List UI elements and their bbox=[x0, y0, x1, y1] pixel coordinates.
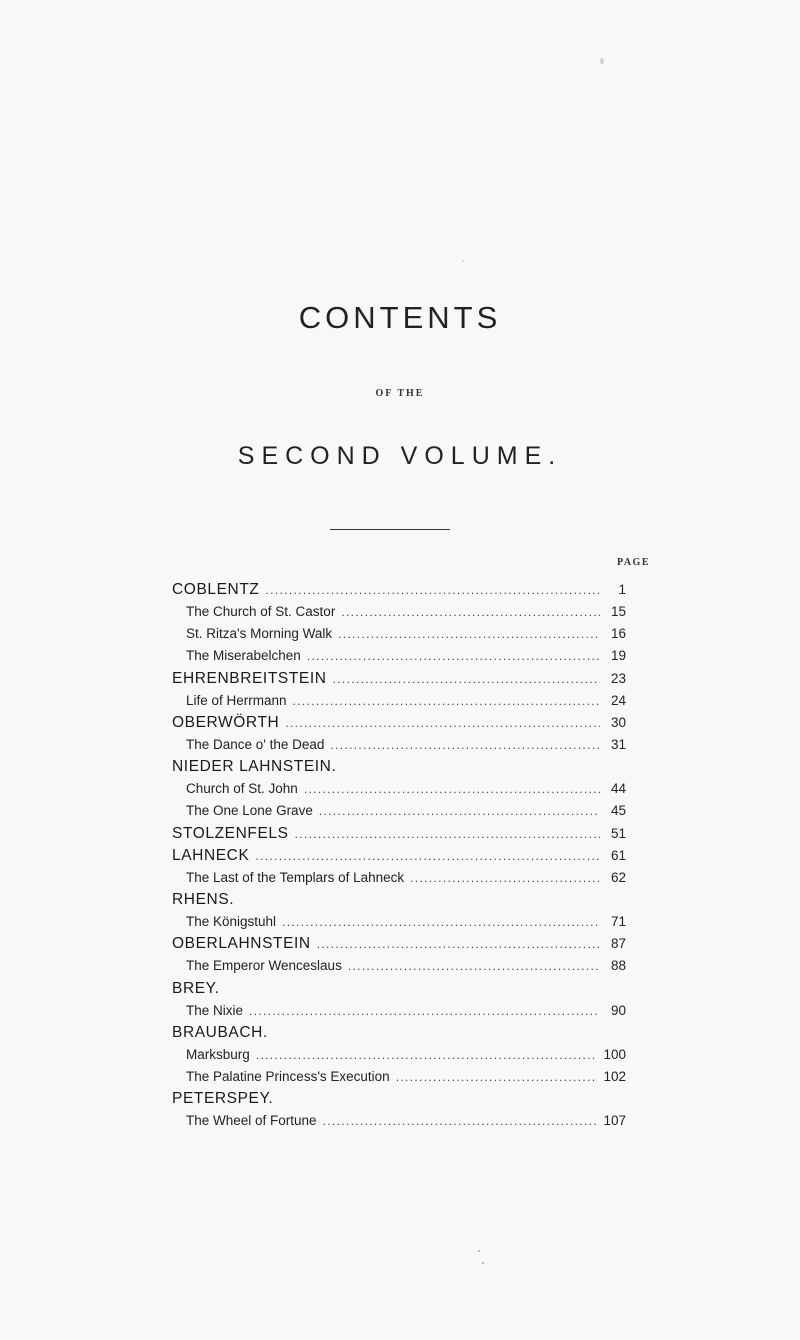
toc-entry-label: NIEDER LAHNSTEIN. bbox=[172, 758, 337, 776]
toc-entry-label: The Palatine Princess's Execution bbox=[186, 1069, 390, 1085]
toc-section-entry bbox=[172, 1088, 626, 1110]
toc-entry-page-number: 44 bbox=[610, 781, 626, 797]
page-subtitle: SECOND VOLUME. bbox=[237, 442, 563, 470]
toc-section-entry bbox=[172, 823, 626, 845]
toc-entry-page-number: 90 bbox=[610, 1002, 626, 1018]
dot-leader bbox=[319, 800, 600, 822]
toc-entry-label: Life of Herrmann bbox=[186, 692, 287, 708]
dot-leader bbox=[341, 601, 600, 623]
toc-entry-page-number: 16 bbox=[610, 626, 626, 642]
toc-section-entry bbox=[172, 1022, 626, 1044]
paper-speck bbox=[482, 1262, 484, 1264]
table-of-contents bbox=[172, 579, 626, 1133]
toc-entry-label: The Wheel of Fortune bbox=[186, 1113, 317, 1129]
toc-section-entry bbox=[172, 978, 626, 1000]
toc-entry-label: PETERSPEY. bbox=[172, 1090, 274, 1108]
toc-entry-label: BRAUBACH. bbox=[172, 1023, 268, 1041]
dot-leader bbox=[317, 933, 600, 955]
toc-subentry bbox=[172, 1110, 626, 1132]
toc-section-entry bbox=[172, 933, 626, 955]
title-divider bbox=[330, 529, 450, 530]
toc-subentry bbox=[172, 1044, 626, 1066]
toc-entry-page-number: 88 bbox=[610, 958, 626, 974]
paper-speck bbox=[600, 58, 604, 64]
paper-speck bbox=[478, 1250, 480, 1252]
toc-entry-page-number: 15 bbox=[610, 604, 626, 620]
toc-entry-page-number: 62 bbox=[610, 869, 626, 885]
dot-leader bbox=[282, 911, 600, 933]
toc-entry-label: The Last of the Templars of Lahneck bbox=[186, 869, 405, 885]
dot-leader bbox=[249, 1000, 600, 1022]
toc-entry-label: The Königstuhl bbox=[186, 914, 277, 930]
toc-entry-label: The One Lone Grave bbox=[186, 803, 313, 819]
dot-leader bbox=[256, 1044, 598, 1066]
page-column-label: PAGE bbox=[616, 557, 650, 568]
toc-entry-label: Church of St. John bbox=[186, 781, 298, 797]
toc-entry-label: The Dance o' the Dead bbox=[186, 736, 325, 752]
toc-entry-page-number: 1 bbox=[618, 582, 626, 597]
dot-leader bbox=[295, 823, 600, 845]
dot-leader bbox=[333, 668, 600, 690]
toc-subentry bbox=[172, 1066, 626, 1088]
toc-entry-page-number: 61 bbox=[610, 847, 626, 863]
toc-entry-label: The Miserabelchen bbox=[186, 648, 301, 664]
toc-section-entry bbox=[172, 579, 626, 601]
toc-entry-page-number: 107 bbox=[603, 1113, 626, 1129]
toc-entry-label: RHENS. bbox=[172, 890, 235, 908]
toc-subentry bbox=[172, 911, 626, 933]
paper-speck bbox=[462, 260, 464, 262]
toc-subentry bbox=[172, 645, 626, 667]
toc-entry-page-number: 87 bbox=[610, 936, 626, 952]
toc-subentry bbox=[172, 1000, 626, 1022]
dot-leader bbox=[323, 1110, 598, 1132]
toc-entry-page-number: 102 bbox=[603, 1069, 626, 1085]
dot-leader bbox=[410, 867, 600, 889]
toc-subentry bbox=[172, 778, 626, 800]
toc-entry-label: STOLZENFELS bbox=[172, 824, 289, 842]
toc-entry-label: OBERLAHNSTEIN bbox=[172, 935, 311, 953]
toc-entry-label: COBLENTZ bbox=[172, 581, 260, 598]
toc-subentry bbox=[172, 623, 626, 645]
toc-subentry bbox=[172, 601, 626, 623]
dot-leader bbox=[304, 778, 600, 800]
dot-leader bbox=[348, 955, 600, 977]
dot-leader bbox=[285, 712, 600, 734]
toc-entry-page-number: 31 bbox=[610, 736, 626, 752]
toc-entry-label: The Nixie bbox=[186, 1002, 244, 1018]
toc-section-entry bbox=[172, 668, 626, 690]
toc-subentry bbox=[172, 734, 626, 756]
toc-section-entry bbox=[172, 845, 626, 867]
toc-section-entry bbox=[172, 889, 626, 911]
toc-entry-label: Marksburg bbox=[186, 1046, 250, 1062]
toc-entry-page-number: 24 bbox=[610, 692, 626, 708]
toc-subentry bbox=[172, 690, 626, 712]
dot-leader bbox=[396, 1066, 598, 1088]
toc-entry-label: LAHNECK bbox=[172, 846, 250, 864]
toc-entry-label: BREY. bbox=[172, 979, 220, 997]
toc-entry-page-number: 71 bbox=[610, 914, 626, 930]
toc-subentry bbox=[172, 867, 626, 889]
toc-entry-label: EHRENBREITSTEIN bbox=[172, 669, 327, 687]
toc-entry-label: St. Ritza's Morning Walk bbox=[186, 626, 333, 642]
toc-subentry bbox=[172, 800, 626, 822]
toc-entry-label: OBERWÖRTH bbox=[172, 713, 280, 731]
dot-leader bbox=[330, 734, 600, 756]
dot-leader bbox=[307, 645, 600, 667]
toc-entry-page-number: 23 bbox=[610, 670, 626, 686]
toc-entry-page-number: 45 bbox=[610, 803, 626, 819]
dot-leader bbox=[255, 845, 600, 867]
page-subheading-of-the: OF THE bbox=[375, 388, 425, 399]
toc-entry-label: The Emperor Wenceslaus bbox=[186, 958, 342, 974]
toc-entry-page-number: 19 bbox=[610, 648, 626, 664]
toc-entry-page-number: 100 bbox=[603, 1046, 626, 1062]
toc-section-entry bbox=[172, 712, 626, 734]
toc-entry-page-number: 51 bbox=[610, 825, 626, 841]
dot-leader bbox=[265, 579, 600, 601]
page-title: CONTENTS bbox=[298, 300, 502, 335]
toc-subentry bbox=[172, 955, 626, 977]
toc-entry-page-number: 30 bbox=[610, 714, 626, 730]
dot-leader bbox=[338, 623, 600, 645]
toc-section-entry bbox=[172, 756, 626, 778]
toc-entry-label: The Church of St. Castor bbox=[186, 604, 336, 620]
dot-leader bbox=[293, 690, 600, 712]
